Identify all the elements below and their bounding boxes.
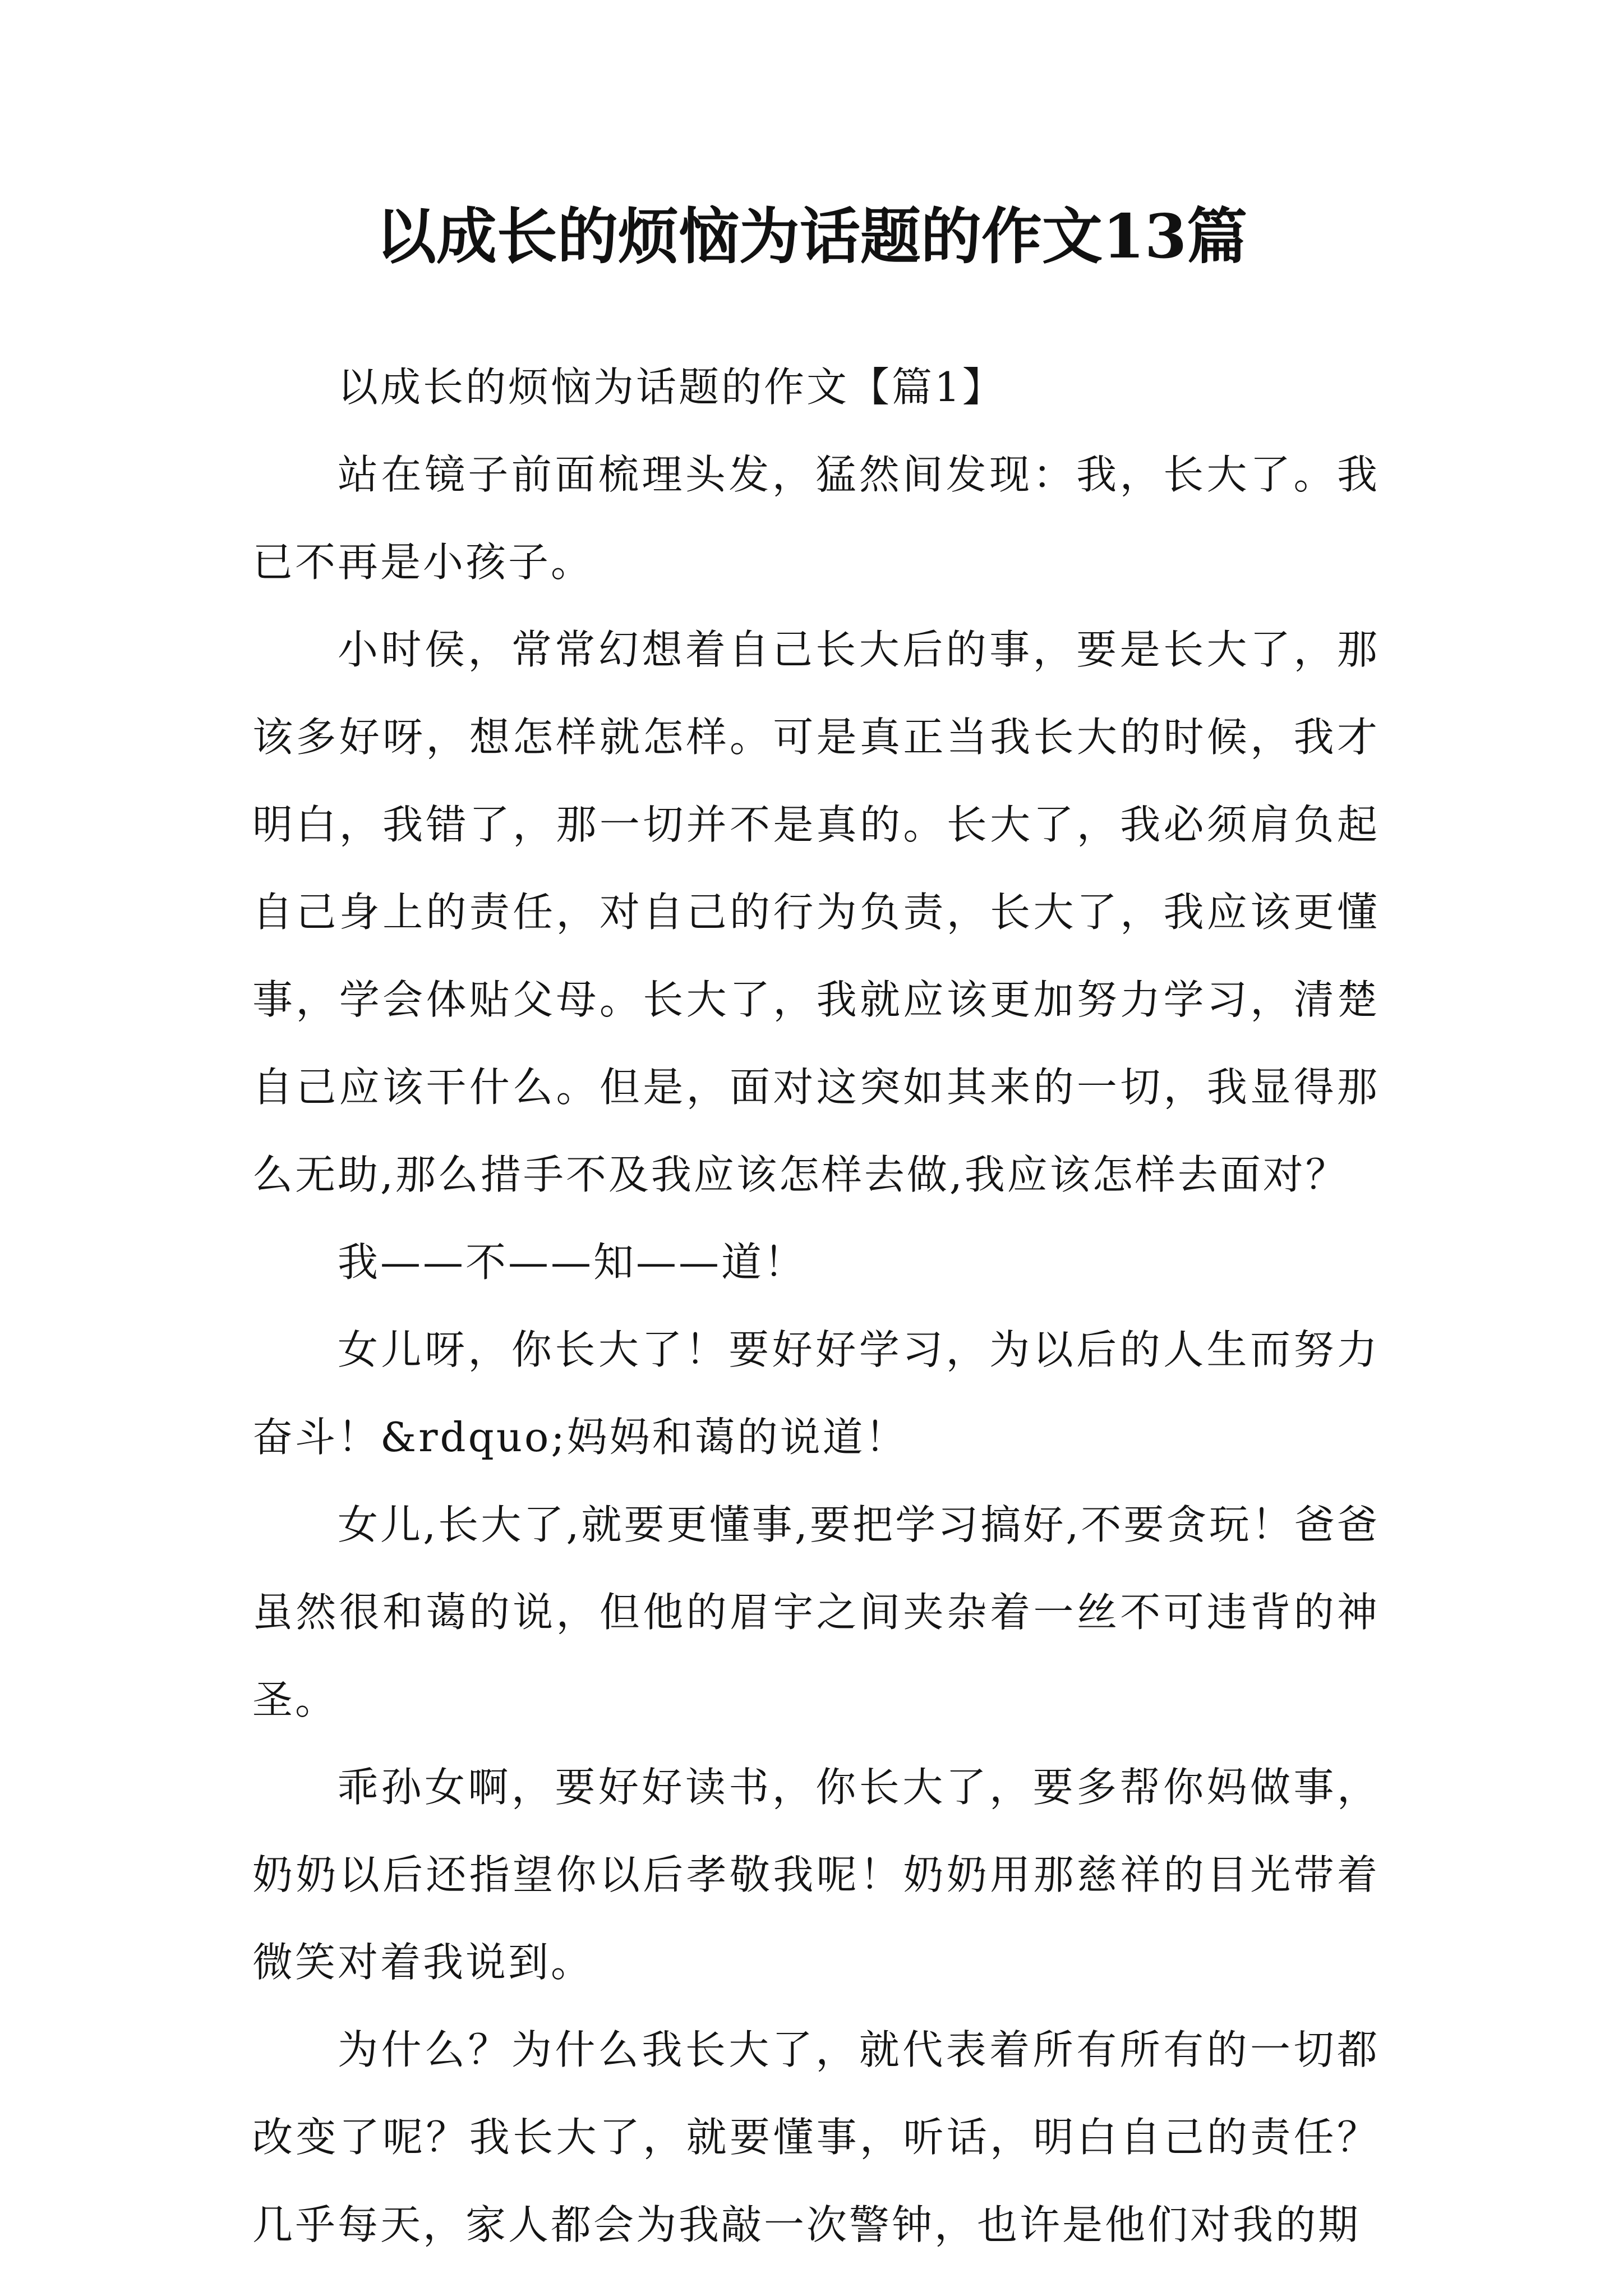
paragraph: 为什么？为什么我长大了，就代表着所有所有的一切都改变了呢？我长大了，就要懂事，听话，明白自己的责任？几乎每天，家人都会为我敲一次警钟，也许是他们对我的期 — [252, 2026, 1380, 2248]
paragraph: 女儿呀，你长大了！要好好学习，为以后的人生而努力奋斗！&rdquo;妈妈和蔼的说道！ — [252, 1326, 1380, 1461]
paragraph: 乖孙女啊，要好好读书，你长大了，要多帮你妈做事，奶奶以后还指望你以后孝敬我呢！奶奶用那慈祥的目光带着微笑对着我说到。 — [252, 1764, 1380, 1986]
document-title: 以成长的烦恼为话题的作文13篇 — [375, 201, 1248, 272]
document-body — [252, 343, 1380, 2269]
paragraph: 小时侯，常常幻想着自己长大后的事，要是长大了，那该多好呀，想怎样就怎样。可是真正当我长大的时候，我才明白，我错了，那一切并不是真的。长大了，我必须肩负起自己身上的责任，对自己的行为负责，长大了，我应该更懂事，学会体贴父母。长大了，我就应该更加努力学习，清楚自己应该干什么。但是，面对这突如其来的一切，我显得那么无助,那么措手不及我应该怎样去做,我应该怎样去面对？ — [252, 626, 1380, 1198]
paragraph-heading: 以成长的烦恼为话题的作文【篇1】 — [338, 364, 1005, 411]
paragraph: 我——不——知——道！ — [338, 1239, 807, 1286]
paragraph: 站在镜子前面梳理头发，猛然间发现：我，长大了。我已不再是小孩子。 — [252, 451, 1380, 586]
paragraph: 女儿,长大了,就要更懂事,要把学习搞好,不要贪玩！爸爸虽然很和蔼的说，但他的眉宇之间夹杂着一丝不可违背的神圣。 — [252, 1501, 1380, 1723]
